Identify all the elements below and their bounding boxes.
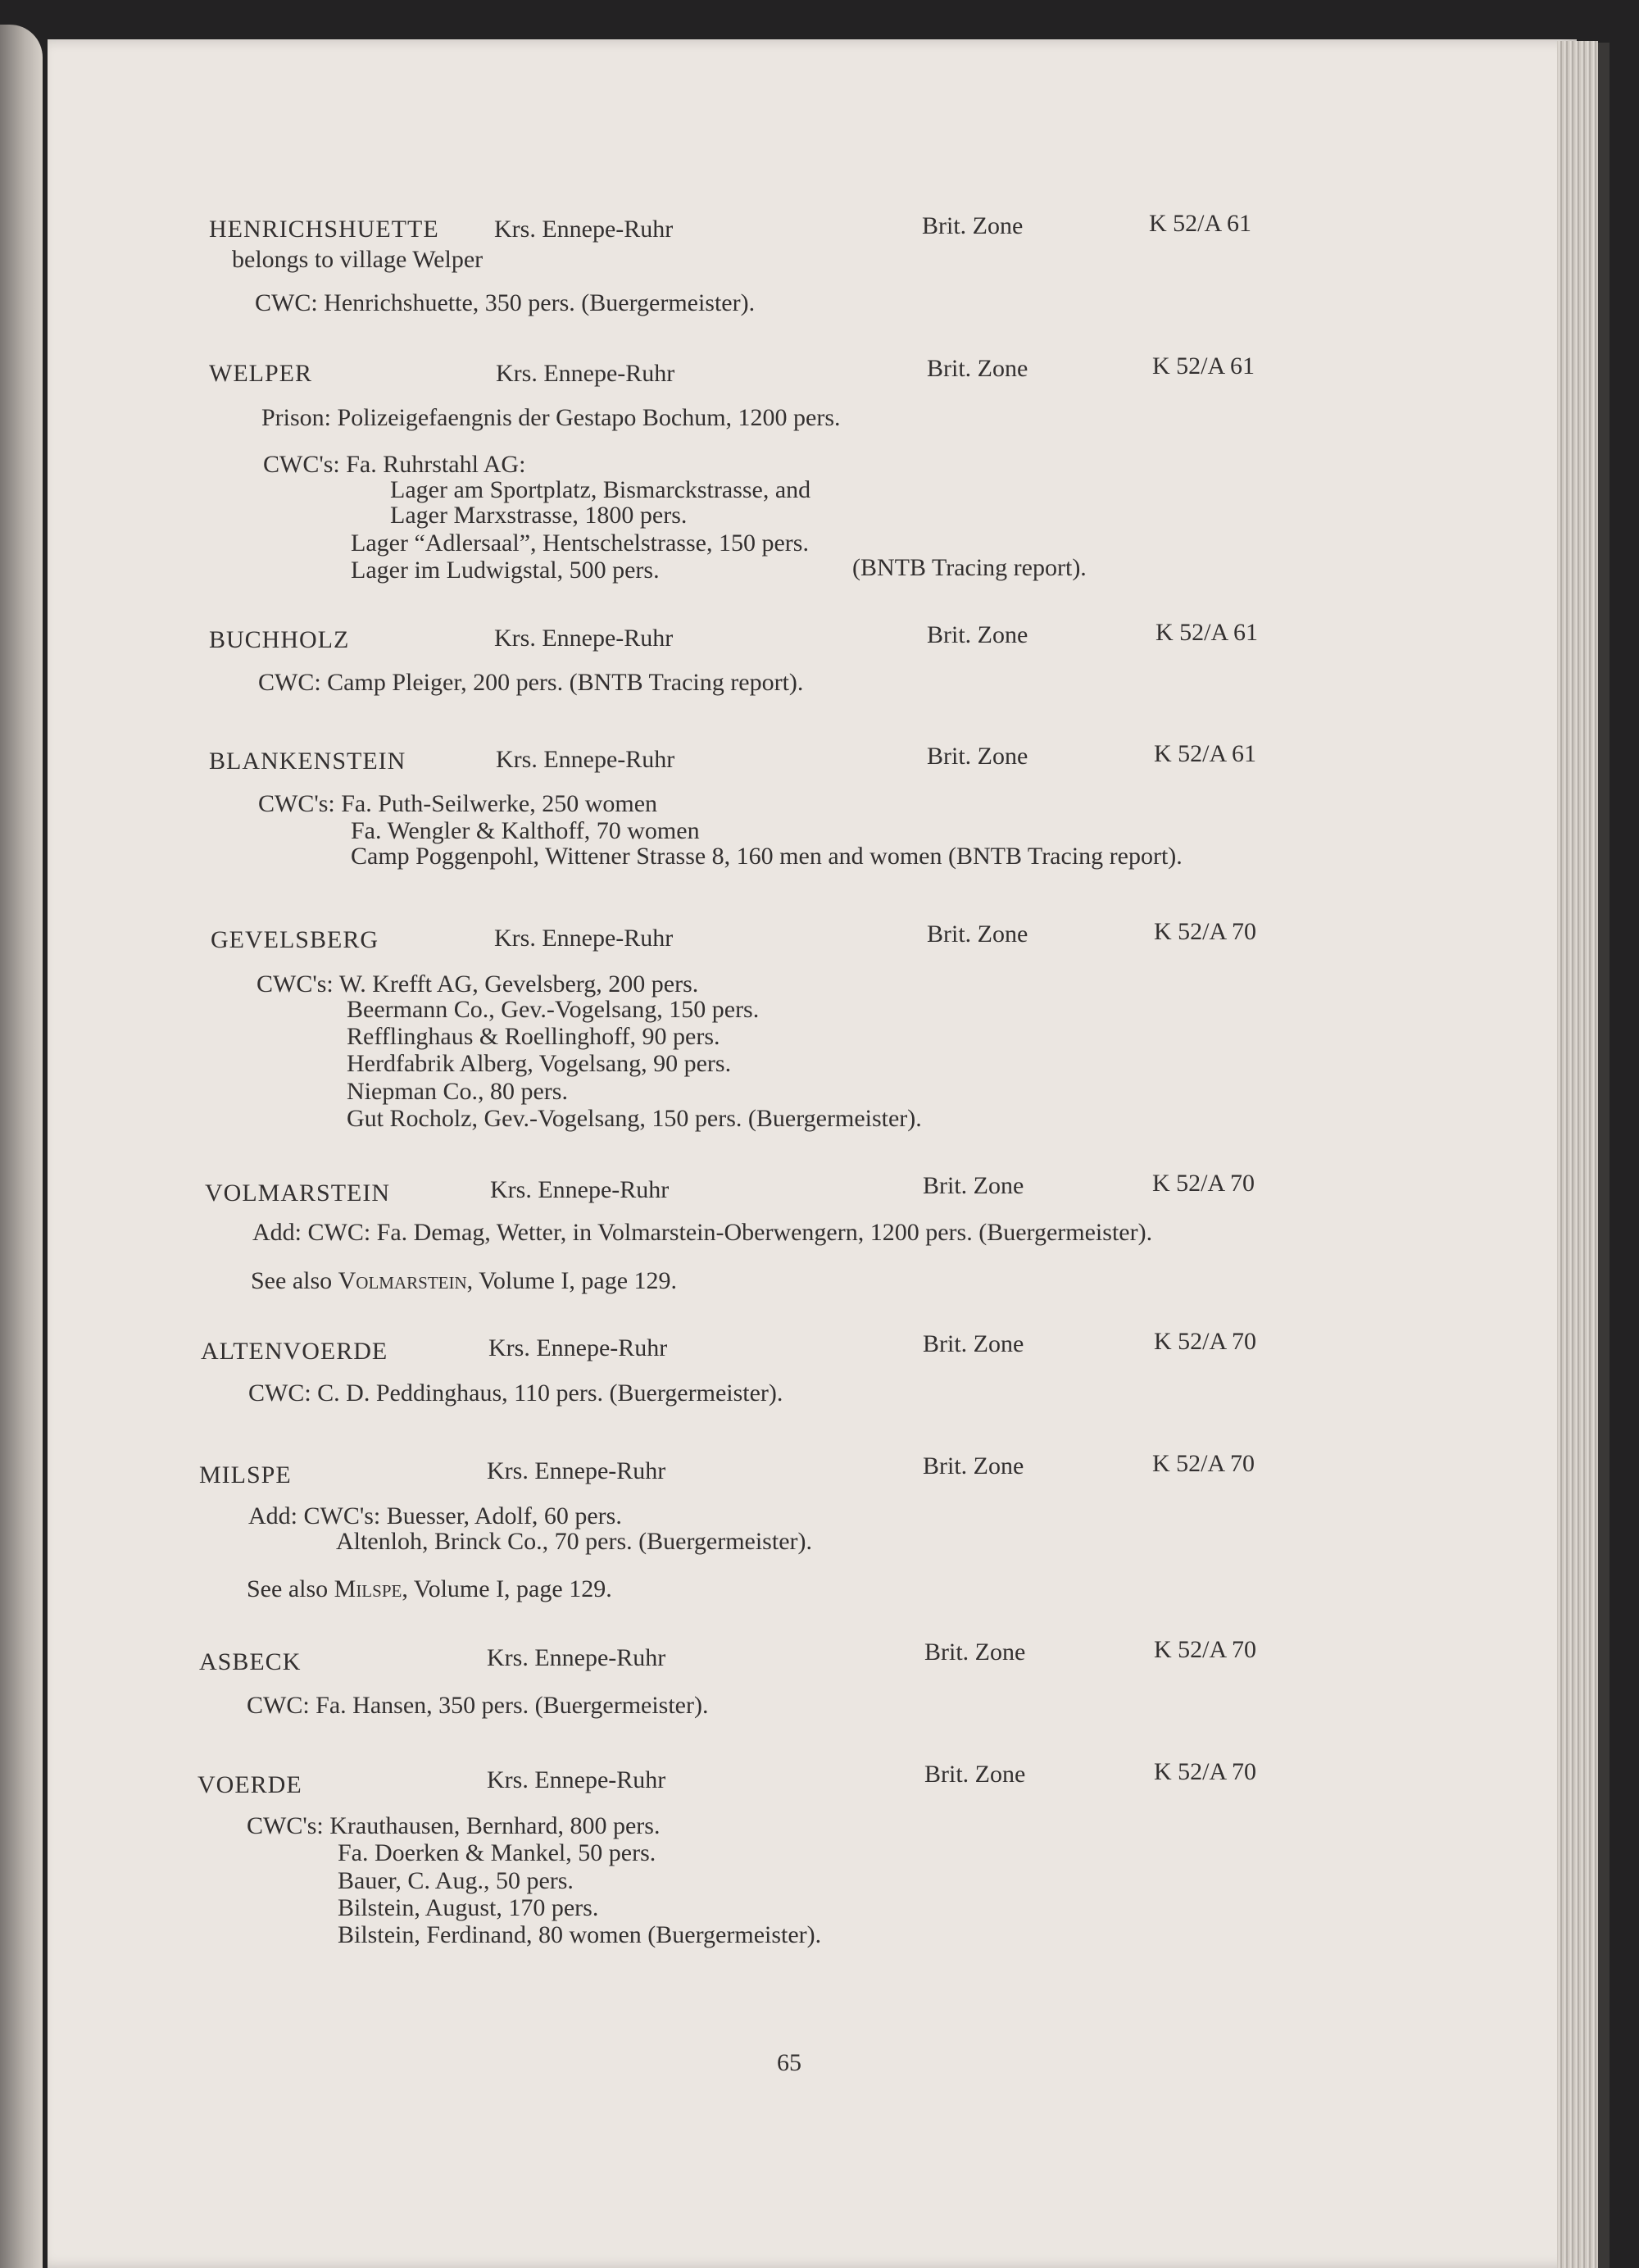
entry-line: Add: CWC: Fa. Demag, Wetter, in Volmarstein-Oberwengern, 1200 pers. (Buergermeister). xyxy=(252,1219,1153,1246)
entry-district: Krs. Ennepe-Ruhr xyxy=(488,1334,668,1361)
entry-name: VOERDE xyxy=(197,1771,302,1798)
entry-line: Camp Poggenpohl, Wittener Strasse 8, 160 men and women (BNTB Tracing report). xyxy=(351,843,1183,870)
entry-line: Fa. Doerken & Mankel, 50 pers. xyxy=(338,1839,656,1866)
see-also-ref: , Volume I, page 129. xyxy=(466,1267,678,1294)
entry-ref: K 52/A 61 xyxy=(1149,210,1252,237)
entry-line: CWC's: Krauthausen, Bernhard, 800 pers. xyxy=(247,1812,661,1839)
entry-line: Gut Rocholz, Gev.-Vogelsang, 150 pers. (Buergermeister). xyxy=(347,1105,922,1132)
entry-name: BLANKENSTEIN xyxy=(209,748,406,775)
entry-district: Krs. Ennepe-Ruhr xyxy=(494,625,674,652)
entry-ref: K 52/A 70 xyxy=(1154,918,1257,945)
entry-line: CWC: Camp Pleiger, 200 pers. (BNTB Tracing report). xyxy=(258,669,804,696)
entry-name: GEVELSBERG xyxy=(211,926,379,953)
entry-district: Krs. Ennepe-Ruhr xyxy=(487,1457,666,1484)
entry-line: Refflinghaus & Roellinghoff, 90 pers. xyxy=(347,1023,720,1050)
entry-note: belongs to village Welper xyxy=(232,246,484,273)
entry-line: CWC: C. D. Peddinghaus, 110 pers. (Buergermeister). xyxy=(248,1379,783,1407)
see-also-line xyxy=(247,1577,612,1602)
entry-zone: Brit. Zone xyxy=(923,1330,1024,1357)
entry-line: CWC: Fa. Hansen, 350 pers. (Buergermeister). xyxy=(247,1692,709,1719)
see-also-ref: , Volume I, page 129. xyxy=(402,1575,612,1602)
entry-ref: K 52/A 70 xyxy=(1152,1170,1255,1197)
entry-line: CWC's: Fa. Ruhrstahl AG: xyxy=(263,451,526,478)
entry-ref: K 52/A 70 xyxy=(1154,1758,1257,1785)
entry-line: (BNTB Tracing report). xyxy=(852,554,1087,581)
entry-line: Lager am Sportplatz, Bismarckstrasse, and xyxy=(390,476,811,503)
entry-line: Bilstein, August, 170 pers. xyxy=(338,1894,599,1921)
entry-name: BUCHHOLZ xyxy=(209,626,350,653)
entry-name: ALTENVOERDE xyxy=(201,1338,388,1365)
entry-zone: Brit. Zone xyxy=(924,1639,1026,1666)
see-also-label: See also xyxy=(251,1267,333,1294)
page-stack-edge xyxy=(1557,41,1598,2268)
entry-line: CWC's: Fa. Puth-Seilwerke, 250 women xyxy=(258,790,658,817)
entry-line: Bilstein, Ferdinand, 80 women (Buergermeister). xyxy=(338,1921,822,1948)
entry-line: Beermann Co., Gev.-Vogelsang, 150 pers. xyxy=(347,996,760,1023)
entry-name: ASBECK xyxy=(199,1648,302,1675)
page-number: 65 xyxy=(777,2049,801,2076)
entry-district: Krs. Ennepe-Ruhr xyxy=(494,925,674,952)
entry-line: Lager im Ludwigstal, 500 pers. xyxy=(351,557,660,584)
entry-name: HENRICHSHUETTE xyxy=(209,216,439,243)
entry-line: CWC's: W. Krefft AG, Gevelsberg, 200 pers. xyxy=(257,970,699,998)
entry-zone: Brit. Zone xyxy=(924,1761,1026,1788)
entry-ref: K 52/A 70 xyxy=(1152,1450,1255,1477)
entry-line: Herdfabrik Alberg, Vogelsang, 90 pers. xyxy=(347,1050,732,1077)
entry-line: Niepman Co., 80 pers. xyxy=(347,1078,568,1105)
see-also-place: Milspe xyxy=(334,1575,402,1602)
entry-district: Krs. Ennepe-Ruhr xyxy=(487,1766,666,1793)
see-also-label: See also xyxy=(247,1575,329,1602)
entry-ref: K 52/A 61 xyxy=(1154,740,1257,767)
entry-district: Krs. Ennepe-Ruhr xyxy=(494,216,674,243)
entry-zone: Brit. Zone xyxy=(923,1452,1024,1479)
entry-line: Add: CWC's: Buesser, Adolf, 60 pers. xyxy=(248,1502,622,1529)
entry-ref: K 52/A 61 xyxy=(1152,352,1255,380)
entry-line: Fa. Wengler & Kalthoff, 70 women xyxy=(351,817,700,844)
entry-zone: Brit. Zone xyxy=(927,743,1028,770)
entry-ref: K 52/A 61 xyxy=(1155,619,1259,646)
entry-zone: Brit. Zone xyxy=(927,355,1028,382)
entry-zone: Brit. Zone xyxy=(927,621,1028,648)
entry-name: MILSPE xyxy=(199,1461,292,1489)
entry-zone: Brit. Zone xyxy=(923,1172,1024,1199)
entry-ref: K 52/A 70 xyxy=(1154,1328,1257,1355)
entry-line: Lager “Adlersaal”, Hentschelstrasse, 150 pers. xyxy=(351,530,809,557)
entry-line: Lager Marxstrasse, 1800 pers. xyxy=(390,502,688,529)
entry-district: Krs. Ennepe-Ruhr xyxy=(496,746,675,773)
book-cover-edge xyxy=(1598,43,1609,2268)
entry-line: Prison: Polizeigefaengnis der Gestapo Bochum, 1200 pers. xyxy=(261,404,841,431)
entry-district: Krs. Ennepe-Ruhr xyxy=(490,1176,670,1203)
entry-line: CWC: Henrichshuette, 350 pers. (Buergermeister). xyxy=(255,289,756,316)
entry-zone: Brit. Zone xyxy=(922,212,1024,239)
entry-line: Altenloh, Brinck Co., 70 pers. (Buergermeister). xyxy=(336,1528,812,1555)
entry-name: WELPER xyxy=(209,360,312,387)
see-also-place: Volmarstein xyxy=(338,1267,467,1294)
entry-zone: Brit. Zone xyxy=(927,920,1028,948)
entry-district: Krs. Ennepe-Ruhr xyxy=(487,1644,666,1671)
entry-line: Bauer, C. Aug., 50 pers. xyxy=(338,1867,574,1894)
see-also-line xyxy=(251,1269,677,1293)
entry-name: VOLMARSTEIN xyxy=(205,1179,390,1207)
facing-page-edge xyxy=(0,25,43,2268)
entry-ref: K 52/A 70 xyxy=(1154,1636,1257,1663)
entry-district: Krs. Ennepe-Ruhr xyxy=(496,360,675,387)
